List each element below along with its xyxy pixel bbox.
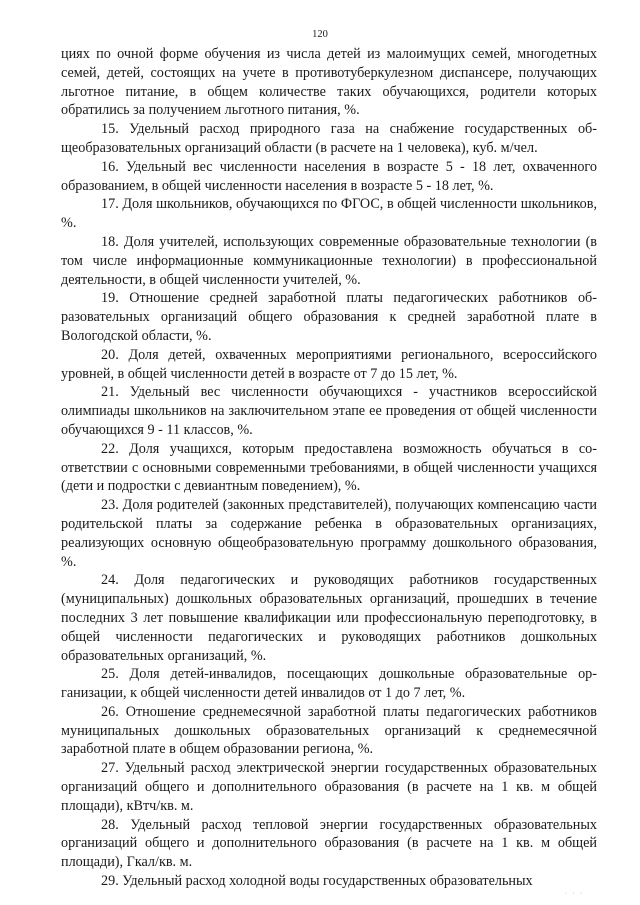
paragraph-18: 18. Доля учителей, использующих современные образовательные технологии (в том числе информационные коммуникационные технологии) в профессиональной деятельности, в общей численности учителей, %. — [61, 233, 597, 288]
paragraph-15: 15. Удельный расход природного газа на снабжение государственных общеобразовательных организаций области (в расчете на 1 человека), куб. м/чел. — [61, 121, 597, 156]
paragraph-21: 21. Удельный вес численности обучающихся - участников всероссийской олимпиады школьников на заключительном этапе ее проведения от общей численности обучающихся 9 - 11 классов, %. — [61, 384, 597, 438]
paragraph-29: 29. Удельный расход холодной воды государственных образовательных — [101, 873, 533, 890]
paragraph-28: 28. Удельный расход тепловой энергии государственных образовательных организаций общего и дополнительного образования (в расчете на 1 кв. м общей площади), Гкал/кв. м. — [61, 816, 597, 871]
paragraph-17: 17. Доля школьников, обучающихся по ФГОС, в общей численности школьников, %. — [61, 196, 597, 232]
paragraph-22: 22. Доля учащихся, которым предоставлена возможность обучаться в соответствии с основными современными требованиями, в общей численности учащихся (дети и подростки с девиантным поведением), %. — [61, 440, 597, 495]
page-number: 120 — [312, 29, 328, 40]
paragraph-14-continued: циях по очной форме обучения из числа детей из малоимущих семей, многодетных семей, детей, состоящих на учете в противотуберкулезном диспансере, получающих льготное питание, в общем количестве таких обучающихся, родители которых обратились за получением льготного питания, %. — [61, 46, 597, 119]
paragraph-25: 25. Доля детей-инвалидов, посещающих дошкольные образовательные организации, к общей численности детей инвалидов от 1 до 7 лет, %. — [61, 666, 597, 702]
paragraph-16: 16. Удельный вес численности населения в возрасте 5 - 18 лет, охваченного образованием, в общей численности населения в возрасте 5 - 18 лет, %. — [61, 158, 597, 194]
paragraph-20: 20. Доля детей, охваченных мероприятиями регионального, всероссийского уровней, в общей численности детей в возрасте от 7 до 15 лет, %. — [61, 346, 597, 382]
document-body — [61, 45, 597, 891]
paragraph-27: 27. Удельный расход электрической энергии государственных образовательных организаций общего и дополнительного образования (в расчете на 1 кв. м общей площади), кВтч/кв. м. — [61, 760, 597, 814]
footer-mark: · · · — [565, 891, 584, 897]
paragraph-24: 24. Доля педагогических и руководящих работников государственных (муниципальных) дошкольных образовательных организаций, прошедших в течение последних 3 лет повышение квалификации или профессиональную переподготовку, в общей численности педагогических и руководящих работников дошкольных образовательных организаций, %. — [61, 572, 597, 664]
paragraph-23: 23. Доля родителей (законных представителей), получающих компенсацию части родительской платы за содержание ребенка в образовательных организациях, реализующих основную общеобразовательную программу дошкольного образования, %. — [61, 497, 597, 570]
paragraph-26: 26. Отношение среднемесячной заработной платы педагогических работников муниципальных дошкольных образовательных организаций к среднемесячной заработной плате в общем образовании региона, %. — [61, 703, 597, 758]
paragraph-19: 19. Отношение средней заработной платы педагогических работников образовательных организаций общего образования к средней заработной плате в Вологодской области, %. — [61, 290, 597, 344]
